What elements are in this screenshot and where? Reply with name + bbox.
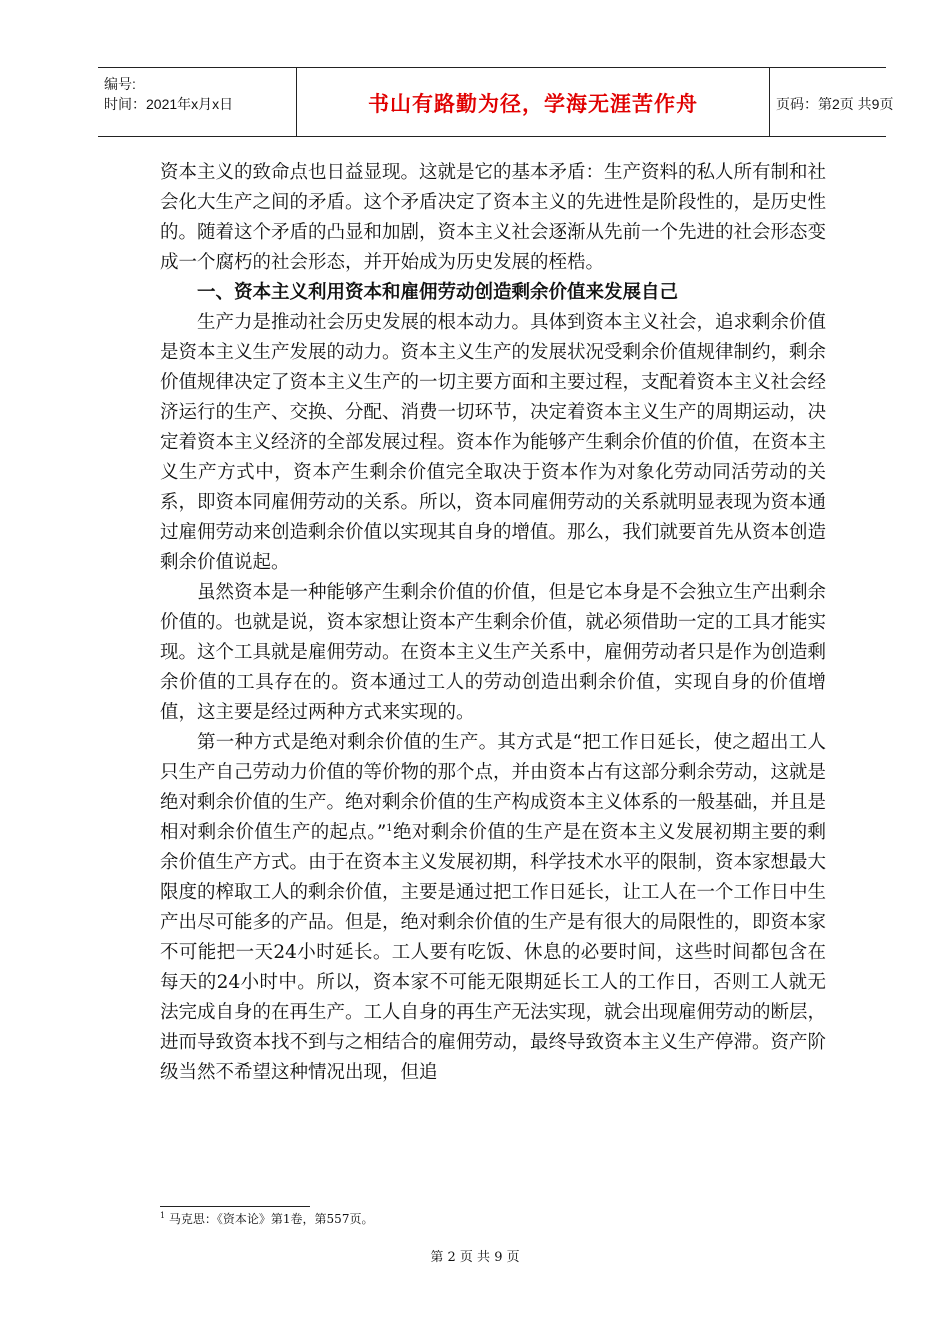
paragraph-4-rest: 绝对剩余价值的生产是在资本主义发展初期主要的剩余价值生产方式。由于在资本主义发展初期，科学技术水平的限制，资本家想最大限度的榨取工人的剩余价值，主要是通过把工作日延长，让工人在一个工作日中生产出尽可能多的产品。但是，绝对剩余价值的生产是有很大的局限性的，即资本家不可能把一天24小时延长。工人要有吃饭、休息的必要时间，这些时间都包含在每天的24小时中。所以，资本家不可能无限期延长工人的工作日，否则工人就无法完成自身的在再生产。工人自身的再生产无法实现，就会出现雇佣劳动的断层，进而导致资本找不到与之相结合的雇佣劳动，最终导致资本主义生产停滞。资产阶级当然不希望这种情况出现，但追: [160, 822, 827, 1083]
footnote-text: 马克思：《资本论》第1卷，第557页。: [165, 1212, 374, 1226]
footnote-divider: [160, 1206, 310, 1207]
section-heading: 一、资本主义利用资本和雇佣劳动创造剩余价值来发展自己: [197, 282, 679, 303]
footnote-reference[interactable]: 1: [386, 822, 393, 834]
page-number: 第 2 页 共 9 页: [430, 1250, 520, 1265]
paragraph-4-quote: 第一种方式是绝对剩余价值的生产。其方式是“把工作日延长，使之超出工人只生产自己劳动力价值的等价物的那个点，并由资本占有这部分剩余劳动，这就是绝对剩余价值的生产。绝对剩余价值的生产构成资本主义体系的一般基础，并且是相对剩余价值生产的起点。”: [160, 732, 827, 843]
paragraph-1: 资本主义的致命点也日益显现。这就是它的基本矛盾：生产资料的私人所有制和社会化大生产之间的矛盾。这个矛盾决定了资本主义的先进性是阶段性的，是历史性的。随着这个矛盾的凸显和加剧，资本主义社会逐渐从先前一个先进的社会形态变成一个腐朽的社会形态，并开始成为历史发展的桎梏。: [160, 162, 827, 273]
paragraph-2: 生产力是推动社会历史发展的根本动力。具体到资本主义社会，追求剩余价值是资本主义生产发展的动力。资本主义生产的发展状况受剩余价值规律制约，剩余价值规律决定了资本主义生产的一切主要方面和主要过程，支配着资本主义社会经济运行的生产、交换、分配、消费一切环节，决定着资本主义生产的周期运动，决定着资本主义经济的全部发展过程。资本作为能够产生剩余价值的价值，在资本主义生产方式中，资本产生剩余价值完全取决于资本作为对象化劳动同活劳动的关系，即资本同雇佣劳动的关系。所以，资本同雇佣劳动的关系就明显表现为资本通过雇佣劳动来创造剩余价值以实现其自身的增值。那么，我们就要首先从资本创造剩余价值说起。: [160, 312, 827, 573]
header-right-cell: [770, 68, 894, 136]
page-code: 页码：第2页 共9页: [776, 96, 894, 112]
document-body: [160, 158, 826, 1088]
motto-text: 书山有路勤为径，学海无涯苦作舟: [368, 92, 698, 116]
footnote: [160, 1210, 373, 1227]
header-left-cell: [98, 68, 296, 136]
header-middle-cell: [296, 68, 770, 136]
paragraph-3: 虽然资本是一种能够产生剩余价值的价值，但是它本身是不会独立生产出剩余价值的。也就是说，资本家想让资本产生剩余价值，就必须借助一定的工具才能实现。这个工具就是雇佣劳动。在资本主义生产关系中，雇佣劳动者只是作为创造剩余价值的工具存在的。资本通过工人的劳动创造出剩余价值，实现自身的价值增值，这主要是经过两种方式来实现的。: [160, 582, 827, 723]
time-label: 时间：2021年x月x日: [104, 96, 234, 112]
footnote-mark: 1: [160, 1211, 166, 1220]
paragraph-4: [160, 728, 826, 1088]
number-label: 编号:: [104, 76, 136, 92]
page-header: [98, 67, 894, 137]
